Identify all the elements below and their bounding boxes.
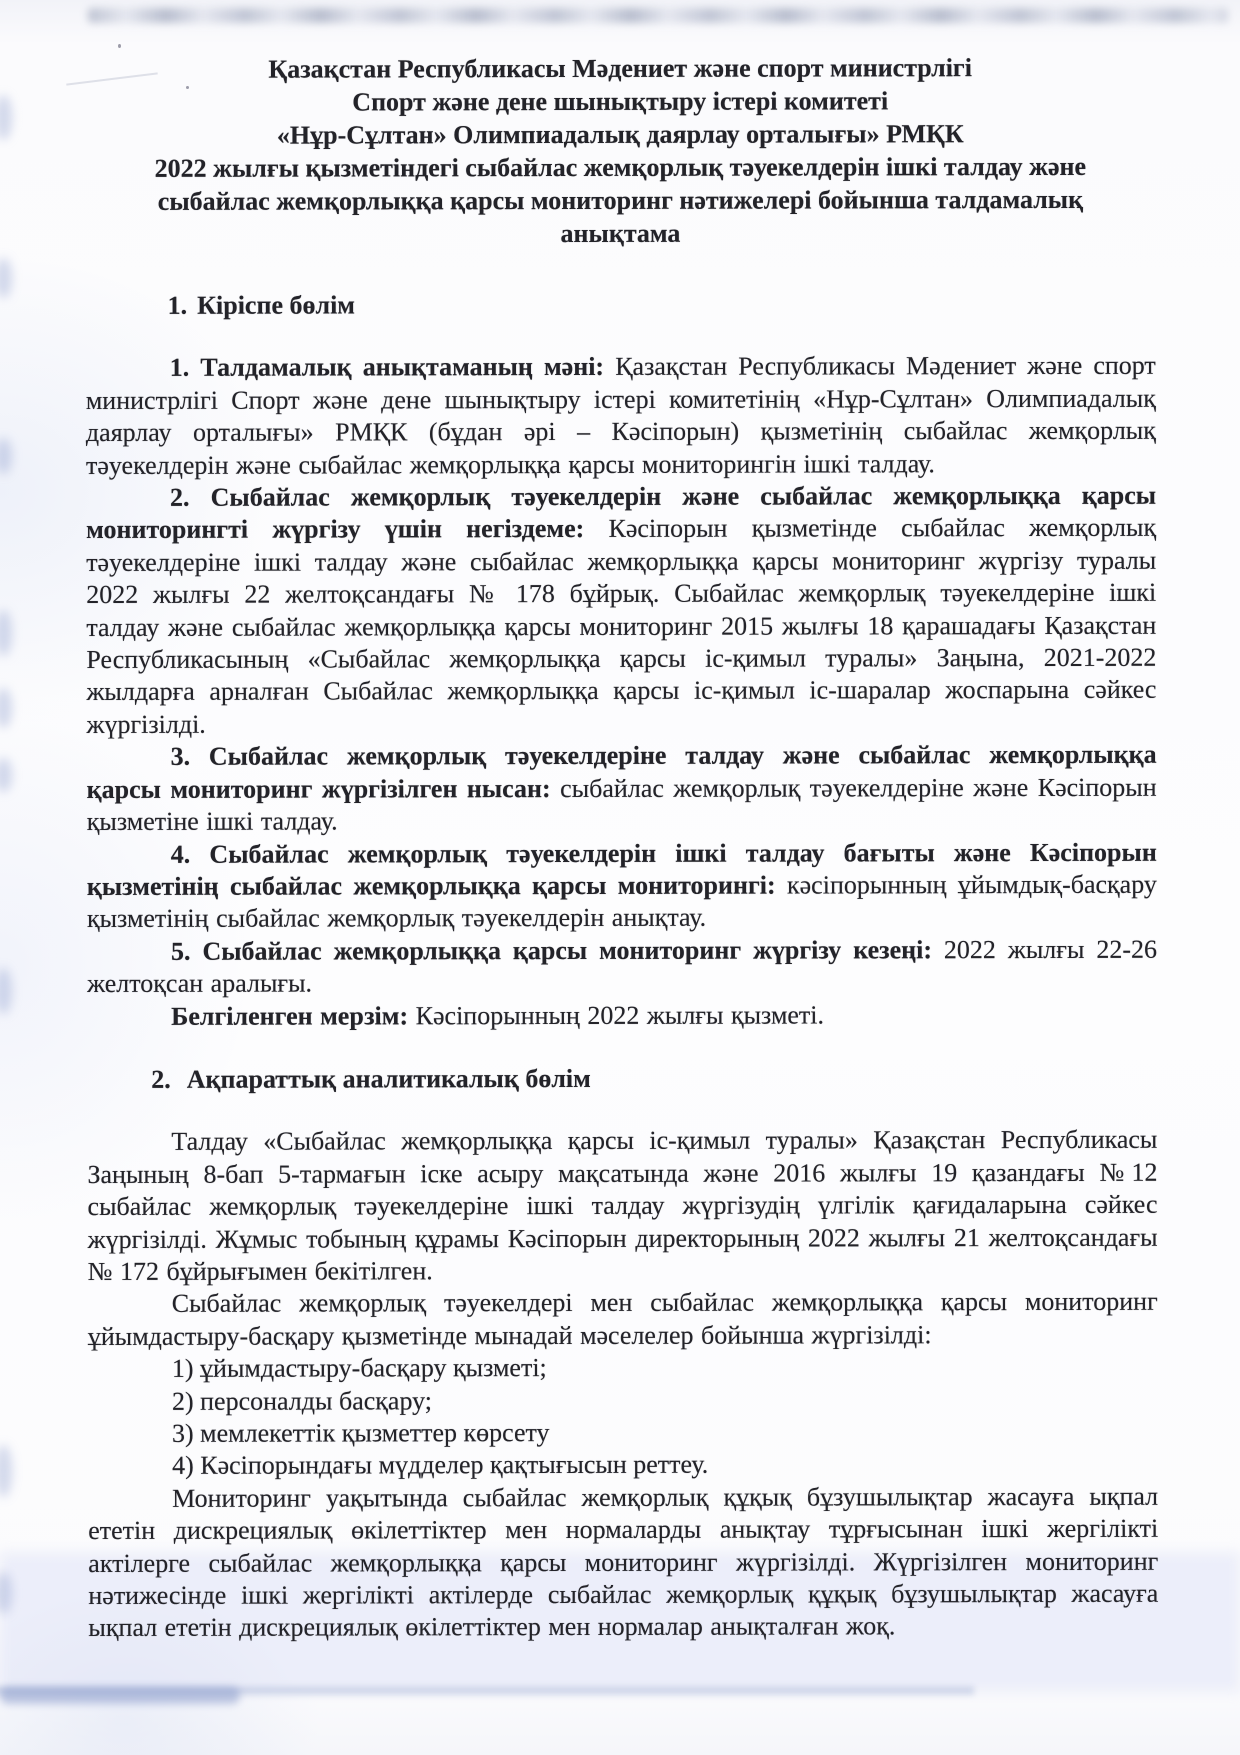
paragraph-lead: Белгіленген мерзім: <box>171 1000 409 1031</box>
paragraph-lead: 4. Сыбайлас жемқорлық тәуекелдерін ішкі талдау бағыты және Кәсіпорын қызметінің сыбайлас жемқорлыққа қарсы мониторингі: <box>86 837 1157 901</box>
section-number: 1. <box>167 290 188 320</box>
title-line-subject-1: 2022 жылғы қызметіндегі сыбайлас жемқорлық тәуекелдерін ішкі талдау және <box>154 151 1087 183</box>
paragraph-subject <box>86 350 1156 482</box>
paragraph-text: Кәсіпорынның 2022 жылғы қызметі. <box>415 999 825 1030</box>
scan-artifact-bottom-edge <box>0 1686 974 1695</box>
paragraph-text: Талдау «Сыбайлас жемқорлыққа қарсы іс-қимыл туралы» Қазақстан Республикасы Заңының 8-бап 5-тармағын іске асыру мақсатында және 2016 жылғы 19 қазандағы №12 сыбайлас жемқорлық тәуекелдеріне ішкі талдау жүргізудің үлгілік қағидаларына сәйкес жүргізілді. Жұмыс тобының құрамы Кәсіпорын директорының 2022 жылғы 21 желтоқсандағы № 172 бұйрығымен бекітілген. <box>87 1125 1158 1286</box>
section-heading-analytical <box>87 1062 1157 1097</box>
paragraph-text: Мониторинг уақытында сыбайлас жемқорлық құқық бұзушылықтар жасауға ықпал ететін дискрециялық өкілеттіктер мен нормаларды анықтау тұрғысынан ішкі жергілікті актілерге сыбайлас жемқорлыққа қарсы мониторинг жүргізілді. Жүргізілген мониторинг нәтижесінде ішкі жергілікті актілерде сыбайлас жемқорлық құқық бұзушылықтар жасауға ықпал ететін дискрециялық өкілеттіктер мен нормалар анықталған жоқ. <box>88 1481 1159 1643</box>
paragraph-text: Сыбайлас жемқорлық тәуекелдері мен сыбайлас жемқорлыққа қарсы мониторинг ұйымдастыру-басқару қызметінде мынадай мәселелер бойынша жүргізілді: <box>87 1287 1158 1351</box>
paragraph-text: Қазақстан Республикасы Мәдениет және спорт министрлігі Спорт және дене шынықтыру істері комитетінің «Нұр-Сұлтан» Олимпиадалық даярлау орталығы» РМҚК (бұдан әрі – Кәсіпорын) қызметінің сыбайлас жемқорлық тәуекелдерін және сыбайлас жемқорлыққа қарсы мониторингін ішкі талдау. <box>85 351 1156 480</box>
scan-artifact-left-smudge <box>0 438 12 474</box>
title-line-subject-3: анықтама <box>560 218 681 249</box>
numbered-list-item: 3) мемлекеттік қызметтер көрсету <box>171 1418 550 1448</box>
title-line-ministry: Қазақстан Республикасы Мәдениет және спорт министрлігі <box>268 53 972 84</box>
document-body <box>85 0 1158 1645</box>
paragraph-lead: 5. Сыбайлас жемқорлыққа қарсы мониторинг жүргізу кезеңі: <box>170 934 932 966</box>
section-title: Кіріспе бөлім <box>197 290 356 320</box>
section-heading-introduction <box>86 288 1156 323</box>
paragraph-direction <box>87 836 1157 935</box>
paragraph-period <box>87 933 1157 1000</box>
numbered-list-item: 1) ұйымдастыру-басқару қызметі; <box>171 1353 547 1384</box>
title-line-committee: Спорт және дене шынықтыру істері комитеті <box>352 86 889 117</box>
scan-artifact-left-smudge <box>0 758 12 792</box>
numbered-list-item: 4) Кәсіпорындағы мүдделер қақтығысын реттеу. <box>172 1450 709 1481</box>
paragraph-text: сыбайлас жемқорлық тәуекелдеріне және Кәсіпорын қызметіне ішкі талдау. <box>86 772 1157 837</box>
paragraph-lead: 1. Талдамалық анықтаманың мәні: <box>169 352 605 383</box>
paragraph-text: кәсіпорынның ұйымдық-басқару қызметінің сыбайлас жемқорлық тәуекелдерін анықтау. <box>86 869 1157 934</box>
title-line-subject-2: сыбайлас жемқорлыққа қарсы мониторинг нәтижелері бойынша талдамалық <box>157 184 1084 216</box>
document-title <box>85 51 1155 251</box>
paragraph-legal-basis <box>87 1124 1157 1288</box>
scan-artifact-bottom-left-smudge <box>0 1687 240 1704</box>
scan-artifact-left-smudge <box>0 1445 12 1497</box>
numbered-list-item: 2) персоналды басқару; <box>171 1385 432 1416</box>
paragraph-basis <box>86 480 1157 741</box>
paragraph-object <box>87 739 1157 838</box>
paragraph-text: Кәсіпорын қызметінде сыбайлас жемқорлық тәуекелдеріне ішкі талдау және сыбайлас жемқорлыққа қарсы мониторинг жүргізу туралы 2022 жылғы 22 желтоқсандағы № 178 бұйрық. Сыбайлас жемқорлық тәуекелдеріне ішкі талдау және сыбайлас жемқорлыққа қарсы мониторинг 2015 жылғы 18 қарашадағы Қазақстан Республикасының «Сыбайлас жемқорлыққа қарсы іс-қимыл туралы» Заңына, 2021-2022 жылдарға арналған Сыбайлас жемқорлыққа қарсы іс-қимыл іс-шаралар жоспарына сәйкес жүргізілді. <box>86 513 1157 739</box>
paragraph-term <box>87 998 1157 1033</box>
scan-artifact-left-smudge <box>0 95 12 140</box>
title-line-organization: «Нұр-Сұлтан» Олимпиадалық даярлау орталығы» РМҚК <box>276 119 964 150</box>
scan-artifact-left-smudge <box>0 258 12 298</box>
scan-artifact-left-smudge <box>0 968 12 1014</box>
paragraph-conclusion <box>88 1481 1158 1645</box>
scan-artifact-left-smudge <box>0 1572 12 1614</box>
scan-artifact-left-smudge <box>0 610 12 656</box>
paragraph-text: 2022 жылғы 22-26 желтоқсан аралығы. <box>87 934 1158 999</box>
scan-artifact-left-smudge <box>0 688 12 728</box>
section-number: 2. <box>151 1064 171 1094</box>
paragraph-lead: 3. Сыбайлас жемқорлық тәуекелдеріне талдау және сыбайлас жемқорлыққа қарсы мониторинг жүргізілген нысан: <box>86 740 1157 804</box>
paragraph-lead: 2. Сыбайлас жемқорлық тәуекелдерін және сыбайлас жемқорлыққа қарсы мониторингті жүргізу үшін негіздеме: <box>86 480 1157 545</box>
paragraph-scope <box>88 1286 1158 1353</box>
section-title: Ақпараттық аналитикалық бөлім <box>186 1063 591 1094</box>
